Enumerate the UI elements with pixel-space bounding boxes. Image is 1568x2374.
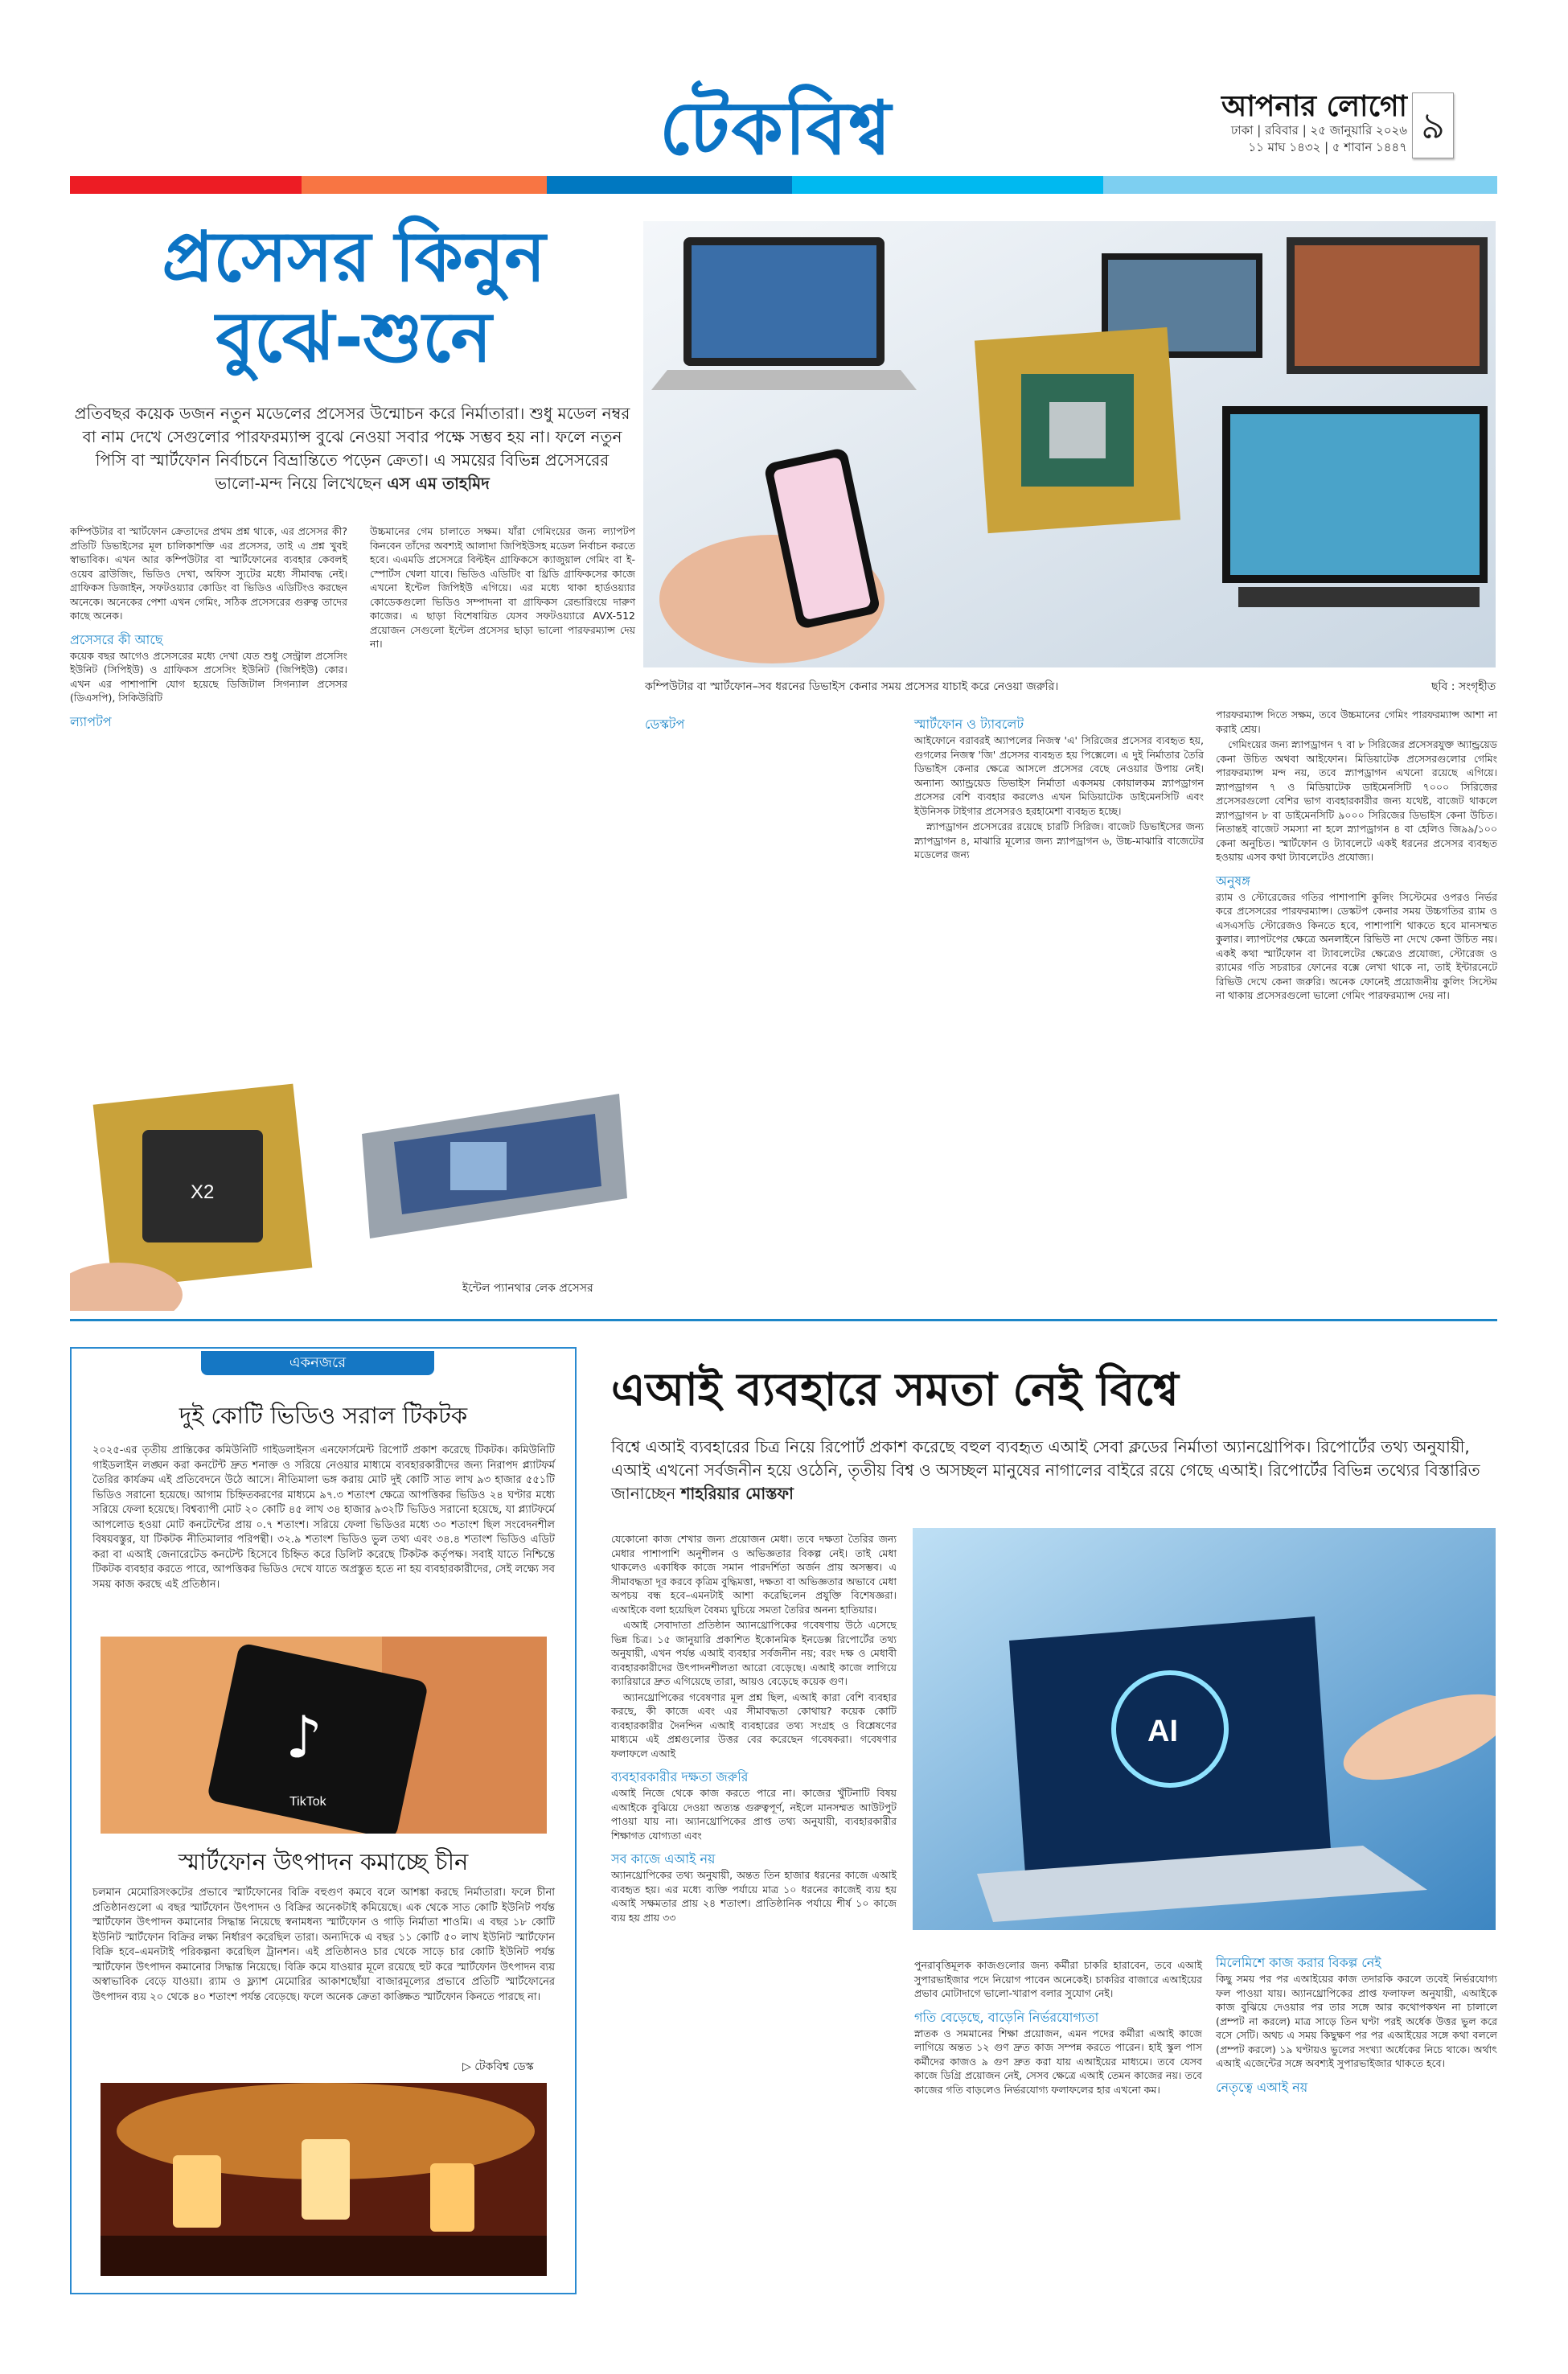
- lead-subheading: ডেস্কটপ: [645, 717, 685, 732]
- lead-column-4: [914, 708, 1204, 864]
- at-a-glance-tag: একনজরে: [201, 1351, 434, 1375]
- tiktok-logo-icon: ♪: [285, 1703, 322, 1771]
- lead-subheading: প্রসেসরে কী আছে: [70, 631, 163, 647]
- ai-subheading: নেতৃত্বে এআই নয়: [1216, 2079, 1308, 2095]
- ai-paragraph: পুনরাবৃত্তিমূলক কাজগুলোর জন্য কর্মীরা চাকরি হারাবেন, তবে এআই সুপারভাইজার পদে নিয়োগ পাবেন অনেকেই। চাকরির বাজারে এআইয়ের প্রভাব মোটাদাগে ভালো-খারাপ বলার সুযোগ নেই।: [914, 1959, 1202, 1999]
- ai-label: AI: [1147, 1715, 1178, 1748]
- tiktok-photo: [101, 1637, 547, 1834]
- ai-subheading: মিলেমিশে কাজ করার বিকল্প নেই: [1216, 1955, 1381, 1970]
- dateline: [1158, 122, 1407, 156]
- gaming-pc-image: [1222, 406, 1488, 607]
- ai-intro-text: বিশ্বে এআই ব্যবহারের চিত্র নিয়ে রিপোর্ট প্রকাশ করেছে বহুল ব্যবহৃত এআই সেবা ক্লডের নির্মাতা অ্যানথ্রোপিক। রিপোর্টের তথ্য অনুযায়ী, এআই এখনো সর্বজনীন হয়ে ওঠেনি, তৃতীয় বিশ্ব ও অসচ্ছল মানুষের নাগালের বাইরে রয়ে গেছে এআই। রিপোর্টের বিভিন্ন তথ্যের বিস্তারিত জানাচ্ছেন: [611, 1437, 1480, 1503]
- sidebar-story-1-headline: দুই কোটি ভিডিও সরাল টিকটক: [179, 1402, 468, 1429]
- desk-credit: [462, 2057, 534, 2076]
- lead-paragraph: গেমিংয়ের জন্য স্ন্যাপড্রাগন ৭ বা ৮ সিরিজের প্রসেসরযুক্ত অ্যান্ড্রয়েড কেনা উচিত অথবা আইফোন। মিডিয়াটেক প্রসেসরগুলোর গেমিং পারফরম্যান্স মন্দ নয়, তবে স্ন্যাপড্রাগন এখনো রয়েছে এগিয়ে। স্ন্যাপড্রাগন ৭ ও মিডিয়াটেক ডাইমেনসিটি ৭০০০ সিরিজের প্রসেসরগুলো বেশির ভাগ ব্যবহারকারীর জন্য যথেষ্ট, বাজেট থাকলে স্ন্যাপড্রাগন ৮ বা ডাইমেনসিটি ৯০০০ সিরিজের ডিভাইস কেনা উচিত। নিতান্তই বাজেট সমস্যা না হলে স্ন্যাপড্রাগন ৪ বা হেলিও জি৯৯/১০০ কেনা অনুচিত। স্মার্টফোন ও ট্যাবলেটে একই ধরনের প্রসেসর ব্যবহৃত হওয়ায় এসব কথা ট্যাবলেটেও প্রযোজ্য।: [1216, 738, 1497, 863]
- ai-paragraph: এআই সেবাদাতা প্রতিষ্ঠান অ্যানথ্রোপিকের গবেষণায় উঠে এসেছে ভিন্ন চিত্র। ১৫ জানুয়ারি প্রকাশিত ইকোনমিক ইনডেক্স রিপোর্টের তথ্য অনুযায়ী, এখন পর্যন্ত এআই ব্যবহার সর্বজনীন নয়; বরং দক্ষ ও মেধাবী ব্যবহারকারীদের উৎপাদনশীলতা আরো বেড়েছে। এআই কাজে লাগিয়ে ক্যারিয়ারে দ্রুত এগিয়েছে তারা, আয়ও বেড়েছে কয়েক গুণ।: [611, 1619, 897, 1687]
- lead-column-1: [70, 524, 347, 731]
- lead-subheading: অনুষঙ্গ: [1216, 873, 1250, 889]
- ai-article-headline: এআই ব্যবহারে সমতা নেই বিশ্বে: [611, 1364, 1179, 1416]
- lead-column-2: [370, 524, 635, 653]
- ai-paragraph: যেকোনো কাজ শেখার জন্য প্রয়োজন মেধা। তবে দক্ষতা তৈরির জন্য মেধার পাশাপাশি অনুশীলন ও অভিজ্ঞতার বিকল্প নেই। তাই মেধা থাকলেও একাধিক কাজে সমান পারদর্শিতা অর্জন প্রায় অসম্ভব। এ সীমাবদ্ধতা দূর করবে কৃত্রিম বুদ্ধিমত্তা, দক্ষতা বা অভিজ্ঞতার অভাবে মেধা অপচয় বন্ধ হবে–এমনটাই আশা করেছিলেন প্রযুক্তি বিশেষজ্ঞরা। এআইকে বলা হয়েছিল বৈষম্য ঘুচিয়ে সমতা তৈরির অনন্য হাতিয়ার।: [611, 1533, 897, 1616]
- sidebar-story-2-body: চলমান মেমোরিসংকটের প্রভাবে স্মার্টফোনের বিক্রি বহুগুণ কমবে বলে আশঙ্কা করছে নির্মাতারা। ফলে চীনা প্রতিষ্ঠানগুলো এ বছর স্মার্টফোন উৎপাদন ও বিক্রির অনেকটাই কমিয়েছে। এক থেকে সাত কোটি ইউনিট পর্যন্ত স্মার্টফোন উৎপাদন কমানোর সিদ্ধান্ত নিয়েছে স্বনামধন্য স্মার্টফোন ও গাড়ি নির্মাতা শাওমি। এ বছর ১৮ কোটি ইউনিট স্মার্টফোন বিক্রির লক্ষ্য নির্ধারণ করেছিল তারা। অন্যদিকে এ বছর ১১ কোটি ৫০ লাখ ইউনিট স্মার্টফোন বিক্রি হবে–এমনটাই পরিকল্পনা করেছিল ট্রানশন। এই প্রতিষ্ঠানও চার থেকে সাড়ে চার কোটি ইউনিট পর্যন্ত স্মার্টফোন উৎপাদন কমানোর সিদ্ধান্ত নিয়েছে। বিক্রি কমে যাওয়ার মূলে রয়েছে হুট করে স্মার্টফোন উৎপাদন ব্যয় অস্বাভাবিক বেড়ে যাওয়া। র‍্যাম ও ফ্ল্যাশ মেমোরির আকাশছোঁয়া বাজারমূল্যের প্রভাবে প্রতিটি স্মার্টফোনের উৎপাদন ব্যয় ২০ থেকে ৪০ শতাংশ পর্যন্ত বেড়েছে। ফলে অনেক ক্রেতা কাঙ্ক্ষিত স্মার্টফোন কিনতে পারছে না।: [92, 1887, 555, 2003]
- newspaper-brand: আপনার লোগো: [1221, 90, 1407, 123]
- date-line-1: ঢাকা | রবিবার | ২৫ জানুয়ারি ২০২৬: [1230, 123, 1407, 138]
- lead-column-5: [1216, 708, 1497, 1004]
- processor-devices-photo: [643, 221, 1496, 667]
- ai-subheading: ব্যবহারকারীর দক্ষতা জরুরি: [611, 1769, 749, 1785]
- ai-paragraph: অ্যানথ্রোপিকের তথ্য অনুযায়ী, অন্তত তিন হাজার ধরনের কাজে এআই ব্যবহৃত হয়। এর মধ্যে ব্যক্তি পর্যায়ে মাত্র ১০ ধরনের কাজেই ব্যয় হয় এআই সক্ষমতার প্রায় ২৪ শতাংশ। প্রাতিষ্ঠানিক পর্যায়ে শীর্ষ ১০ কাজে ব্যয় হয় প্রায় ৩৩: [611, 1869, 897, 1924]
- tiktok-label: TikTok: [289, 1795, 326, 1809]
- lead-paragraph: কয়েক বছর আগেও প্রসেসরের মধ্যে দেখা যেত শুধু সেন্ট্রাল প্রসেসিং ইউনিট (সিপিইউ) ও গ্রাফিকস প্রসেসিং ইউনিট (জিপিইউ) কোর। এখন এর পাশাপাশি যোগ হয়েছে ডিজিটাল সিগন্যাল প্রসেসর (ডিএসপি), সিকিউরিটি: [70, 649, 347, 704]
- ai-paragraph: স্নাতক ও সমমানের শিক্ষা প্রয়োজন, এমন পদের কর্মীরা এআই কাজে লাগিয়ে অন্তত ১২ গুণ দ্রুত কাজ সম্পন্ন করতে পারেন। হাই স্কুল পাস কর্মীদের কাজও ৯ গুণ দ্রুত করা যায় এআইয়ের মাধ্যমে। তবে যেসব কাজে ডিগ্রি প্রয়োজন নেই, সেসব ক্ষেত্রে এআই তেমন কাজের নয়। তবে কাজের গতি বাড়লেও নির্ভরযোগ্য ফলাফলের হার এখনো কম।: [914, 2027, 1202, 2096]
- lead-intro-text: প্রতিবছর কয়েক ডজন নতুন মডেলের প্রসেসর উন্মোচন করে নির্মাতারা। শুধু মডেল নম্বর বা নাম দেখে সেগুলোর পারফরম্যান্স বুঝে নেওয়া সবার পক্ষে সম্ভব হয় না। ফলে নতুন পিসি বা স্মার্টফোন নির্বাচনে বিভ্রান্তিতে পড়েন ক্রেতা। এ সময়ের বিভিন্ন প্রসেসরের ভালো-মন্দ নিয়ে লিখেছেন: [74, 404, 630, 493]
- chip-label: X2: [191, 1181, 215, 1203]
- lead-paragraph: আইফোনে বরাবরই অ্যাপলের নিজস্ব 'এ' সিরিজের প্রসেসর ব্যবহৃত হয়, গুগলের নিজস্ব 'জি' প্রসেসর ব্যবহৃত হয় পিক্সেলে। এ দুই নির্মাতার তৈরি ডিভাইস কেনার ক্ষেত্রে আসলে প্রসেসর বেছে নেওয়ার উপায় নেই। অন্যান্য অ্যান্ড্রয়েড ডিভাইস নির্মাতা একসময় কোয়ালকম স্ন্যাপড্রাগন প্রসেসর বেশি ব্যবহার করলেও এখন মিডিয়াটেক ডাইমেনসিটি এবং ইউনিসক টাইগার প্রসেসরও হরহামেশা ব্যবহৃত হচ্ছে।: [914, 734, 1204, 817]
- ai-author: শাহরিয়ার মোস্তফা: [680, 1484, 794, 1503]
- lead-author: এস এম তাহমিদ: [387, 474, 490, 493]
- section-logo: টেকবিশ্ব: [659, 85, 893, 171]
- page-number: ৯: [1412, 92, 1454, 158]
- ai-laptop-photo: [913, 1528, 1496, 1930]
- photo-credit: ছবি : সংগৃহীত: [1431, 680, 1496, 693]
- chip-photo-caption: ইন্টেল প্যানথার লেক প্রসেসর: [462, 1282, 593, 1295]
- sidebar-story-2-headline: স্মার্টফোন উৎপাদন কমাচ্ছে চীন: [178, 1848, 469, 1875]
- lead-column-3: [645, 708, 902, 733]
- lead-subheading: ল্যাপটপ: [70, 713, 112, 729]
- cpu-chip-image: [975, 327, 1180, 533]
- section-divider: [70, 1319, 1497, 1321]
- lead-paragraph: কম্পিউটার বা স্মার্টফোন ক্রেতাদের প্রথম প্রশ্ন থাকে, এর প্রসেসর কী? প্রতিটি ডিভাইসের মূল চালিকাশক্তি এর প্রসেসর, তাই এ প্রশ্ন খুবই স্বাভাবিক। এখন আর কম্পিউটার বা স্মার্টফোনের ব্যবহার কেবলই ওয়েব ব্রাউজিং, ভিডিও দেখা, অফিস স্যুটের মধ্যে সীমাবদ্ধ নেই। গ্রাফিকস ডিজাইন, সফটওয়্যার কোডিং বা ভিডিও এডিটিংও করছেন অনেকে। অনেকের পেশা এখন গেমিং, সঠিক প্রসেসরের গুরুত্ব তাদের কাছে অনেক।: [70, 525, 347, 622]
- ai-paragraph: এআই নিজে থেকে কাজ করতে পারে না। কাজের খুঁটিনাটি বিষয় এআইকে বুঝিয়ে দেওয়া অত্যন্ত গুরুত্বপূর্ণ, নইলে মানসম্মত আউটপুট পাওয়া যায় না। অ্যানথ্রোপিকের প্রাপ্ত তথ্য অনুযায়ী, ব্যবহারকারীর শিক্ষাগত যোগ্যতা এবং: [611, 1787, 897, 1842]
- ai-column-1: [611, 1532, 897, 1926]
- lead-headline-line-1: প্রসেসর কিনুন: [162, 217, 546, 298]
- lead-intro: [71, 402, 634, 495]
- lead-paragraph: পারফরম্যান্স দিতে সক্ষম, তবে উচ্চমানের গেমিং পারফরম্যান্স আশা না করাই শ্রেয়।: [1216, 709, 1497, 735]
- ai-column-3: [1216, 1946, 1497, 2097]
- color-bar: [70, 176, 1497, 194]
- lead-paragraph: স্ন্যাপড্রাগন প্রসেসরের রয়েছে চারটি সিরিজ। বাজেট ডিভাইসের জন্য স্ন্যাপড্রাগন ৪, মাঝারি মূল্যের জন্য স্ন্যাপড্রাগন ৬, উচ্চ-মাঝারি বাজেটের মডেলের জন্য: [914, 820, 1204, 860]
- ai-article-intro: [611, 1435, 1496, 1505]
- date-line-2: ১১ মাঘ ১৪৩২ | ৫ শাবান ১৪৪৭: [1248, 140, 1407, 154]
- snapdragon-chip-photo: [70, 1078, 343, 1311]
- hero-photo-collage: [643, 221, 1496, 667]
- color-bar-cyan: [792, 176, 1103, 194]
- lead-paragraph: র‍্যাম ও স্টোরেজের গতির পাশাপাশি কুলিং সিস্টেমের ওপরও নির্ভর করে প্রসেসরের পারফরম্যান্স। ডেস্কটপ কেনার সময় উচ্চগতির র‍্যাম ও এসএসডি স্টোরেজও কিনতে হবে, পাশাপাশি থাকতে হবে মানসম্মত কুলার। ল্যাপটপের ক্ষেত্রে অনলাইনে রিভিউ না দেখে কেনা উচিত নয়। একই কথা স্মার্টফোন বা ট্যাবলেটের ক্ষেত্রেও প্রযোজ্য, স্টোরেজ ও র‍্যামের গতি সচরাচর ফোনের বক্সে লেখা থাকে না, তাই ইন্টারনেটে রিভিউ দেখে কেনা জরুরি। অনেক ফোনেই প্রয়োজনীয় কুলিং সিস্টেম না থাকায় প্রসেসরগুলো ভালো গেমিং পারফরম্যান্স দেয় না।: [1216, 890, 1497, 1001]
- color-bar-orange: [302, 176, 547, 194]
- ai-paragraph: কিছু সময় পর পর এআইয়ের কাজ তদারকি করলে তবেই নির্ভরযোগ্য ফল পাওয়া যায়। অ্যানথ্রোপিকের প্রাপ্ত ফলাফল অনুযায়ী, এআইকে কাজ বুঝিয়ে দেওয়ার পর তার সঙ্গে আর কথোপকথন না চালালে (প্রম্পট না করলে) মাত্র সাড়ে তিন ঘণ্টা পরই অর্ধেক উত্তর ভুল করে বসে সেটি। অথচ এ সময় কিছুক্ষণ পর পর এআইয়ের সঙ্গে কথা বললে (প্রম্পট করলে) ১৯ ঘণ্টায়ও ভুলের সংখ্যা অর্ধেকের নিচে থাকে। অর্থাৎ এআই এজেন্টের সঙ্গে অবশ্যই সুপারভাইজার থাকতে হবে।: [1216, 1973, 1497, 2069]
- ai-subheading: সব কাজে এআই নয়: [611, 1851, 716, 1867]
- color-bar-lightblue: [1103, 176, 1497, 194]
- color-bar-red: [70, 176, 302, 194]
- lead-headline-line-2: বুঝে-শুনে: [215, 298, 492, 378]
- intel-panther-lake-photo: [346, 1086, 635, 1247]
- lead-paragraph: উচ্চমানের গেম চালাতে সক্ষম। যাঁরা গেমিংয়ের জন্য ল্যাপটপ কিনবেন তাঁদের অবশ্যই আলাদা জিপিইউসহ মডেল নির্বাচন করতে হবে। এএমডি প্রসেসরে বিল্টইন গ্রাফিকসে ক্যাজুয়াল গেমিং বা ই-স্পোর্টস খেলা যাবে। ভিডিও এডিটিং বা থ্রিডি গ্রাফিকসের কাজে এখনো ইন্টেল জিপিইউ এগিয়ে। এর মধ্যে থাকা হার্ডওয়্যার কোডেকগুলো ভিডিও সম্পাদনা বা গ্রাফিকস রেন্ডারিংয়ে দারুণ কাজের। এ ছাড়া বিশেষায়িত যেসব সফটওয়্যারে AVX-512 প্রয়োজন সেগুলো ইন্টেল প্রসেসর ছাড়া ভালো পারফরম্যান্স দেয় না।: [370, 525, 635, 650]
- ai-column-2: [914, 1958, 1202, 2098]
- crowd-smartphones-photo: [101, 2083, 547, 2276]
- triangle-icon: ▷: [462, 2060, 475, 2073]
- hero-photo-caption: কম্পিউটার বা স্মার্টফোন–সব ধরনের ডিভাইস কেনার সময় প্রসেসর যাচাই করে নেওয়া জরুরি।: [645, 680, 1059, 693]
- ai-paragraph: অ্যানথ্রোপিকের গবেষণার মূল প্রশ্ন ছিল, এআই কারা বেশি ব্যবহার করছে, কী কাজে এবং এর সীমাবদ্ধতা কোথায়? কয়েক কোটি ব্যবহারকারীর দৈনন্দিন এআই ব্যবহারের তথ্য সংগ্রহ ও বিশ্লেষণের মাধ্যমে এই প্রশ্নগুলোর উত্তর বের করেছেন গবেষকরা। গবেষণার ফলাফলে এআই: [611, 1690, 897, 1760]
- desk-credit-text: টেকবিশ্ব ডেস্ক: [474, 2060, 534, 2073]
- ai-subheading: গতি বেড়েছে, বাড়েনি নির্ভরযোগ্যতা: [914, 2009, 1099, 2025]
- color-bar-blue: [547, 176, 792, 194]
- lead-headline: [121, 217, 587, 378]
- lead-subheading: স্মার্টফোন ও ট্যাবলেট: [914, 717, 1024, 732]
- sidebar-story-1-body: ২০২৫-এর তৃতীয় প্রান্তিকের কমিউনিটি গাইডলাইনস এনফোর্সমেন্ট রিপোর্ট প্রকাশ করেছে টিকটক। কমিউনিটি গাইডলাইন লঙ্ঘন করা কনটেন্ট দ্রুত শনাক্ত ও সরিয়ে নেওয়ার মাধ্যমে ব্যবহারকারীদের জন্য নিরাপদ প্ল্যাটফর্ম তৈরির কার্যক্রম এই প্রতিবেদনে উঠে আসে। নীতিমালা ভঙ্গ করায় মোট দুই কোটি সাত লাখ ৯৩ হাজার ৫৫১টি ভিডিও সরানো হয়েছে। আগাম চিহ্নিতকরণের মাধ্যমে ৯৭.৩ শতাংশ ক্ষেত্রে আপত্তিকর ভিডিও ২৪ ঘণ্টার মধ্যে সরিয়ে ফেলা হয়েছে। বিশ্বব্যাপী মোট ২০ কোটি ৪৫ লাখ ৩৪ হাজার ৯৩২টি ভিডিও সরানো হয়েছে, যা প্ল্যাটফর্মে আপলোড হওয়া মোট কনটেন্টের প্রায় ০.৭ শতাংশ। সরিয়ে ফেলা ভিডিওর মধ্যে ৩০ শতাংশ ছিল সংবেদনশীল বিষয়বস্তুর, যা টিকটক নীতিমালার পরিপন্থী। ৩২.৯ শতাংশ ভিডিও ভুল তথ্য এবং ৩৪.৪ শতাংশ ভিডিও এডিট করা বা এআই জেনারেটেড কনটেন্ট হিসেবে চিহ্নিত করে ডিলিট করেছে টিকটক কর্তৃপক্ষ। সবাই যাতে নিশ্চিন্তে টিকটক ব্যবহার করতে পারে, আপত্তিকর ভিডিও দেখে যাতে অপ্রস্তুত হতে না হয় ব্যবহারকারীদের, সেই লক্ষ্যে সব সময় কাজ করছে এই প্রতিষ্ঠান।: [92, 1444, 555, 1591]
